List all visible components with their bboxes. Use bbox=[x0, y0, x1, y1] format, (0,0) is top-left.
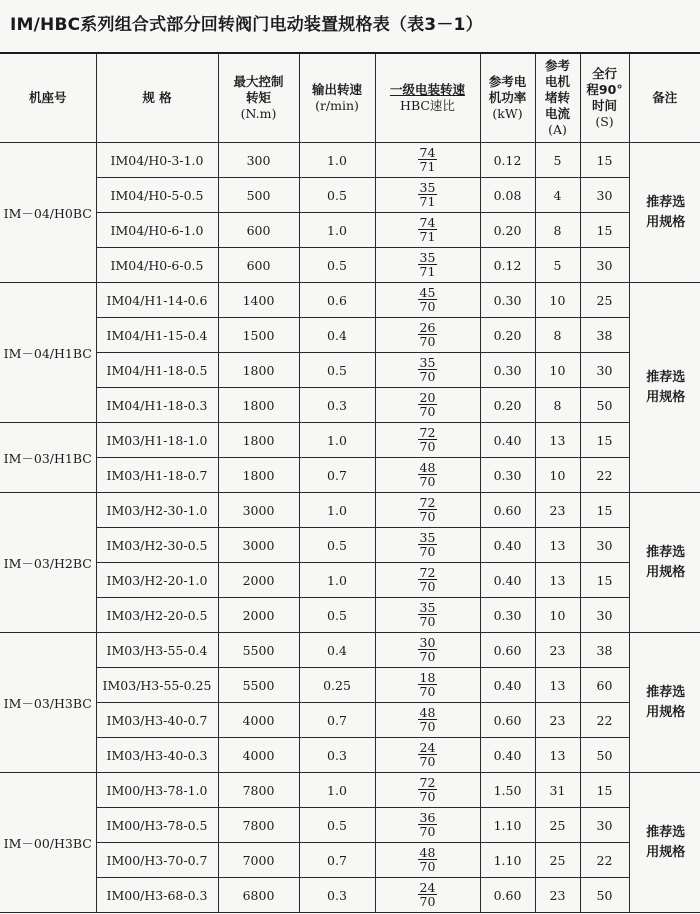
time-cell: 30 bbox=[580, 598, 629, 633]
ratio-fraction bbox=[418, 181, 438, 208]
ratio-denominator: 70 bbox=[419, 859, 436, 874]
ratio-cell bbox=[375, 318, 480, 353]
power-cell: 0.60 bbox=[480, 633, 535, 668]
power-cell: 0.40 bbox=[480, 528, 535, 563]
current-cell: 10 bbox=[535, 458, 580, 493]
time-cell: 15 bbox=[580, 563, 629, 598]
spec-cell: IM03/H2-20-1.0 bbox=[96, 563, 218, 598]
speed-cell: 0.4 bbox=[299, 318, 375, 353]
power-cell: 0.60 bbox=[480, 878, 535, 913]
ratio-denominator: 70 bbox=[419, 719, 436, 734]
speed-cell: 0.5 bbox=[299, 598, 375, 633]
ratio-cell bbox=[375, 878, 480, 913]
torque-cell: 2000 bbox=[218, 598, 299, 633]
current-cell: 10 bbox=[535, 598, 580, 633]
speed-cell: 0.6 bbox=[299, 283, 375, 318]
note-cell bbox=[629, 283, 700, 493]
ratio-numerator: 30 bbox=[419, 635, 436, 650]
spec-cell: IM00/H3-78-0.5 bbox=[96, 808, 218, 843]
spec-cell: IM00/H3-68-0.3 bbox=[96, 878, 218, 913]
ratio-denominator: 70 bbox=[419, 474, 436, 489]
note-line: 用规格 bbox=[646, 389, 686, 405]
ratio-cell bbox=[375, 843, 480, 878]
ratio-fraction bbox=[418, 356, 438, 383]
ratio-numerator: 72 bbox=[419, 495, 436, 510]
ratio-denominator: 70 bbox=[419, 334, 436, 349]
torque-cell: 4000 bbox=[218, 738, 299, 773]
spec-table-body bbox=[0, 143, 700, 913]
note-line: 用规格 bbox=[646, 564, 686, 580]
ratio-denominator: 71 bbox=[419, 229, 436, 244]
ratio-denominator: 70 bbox=[419, 614, 436, 629]
time-cell: 50 bbox=[580, 878, 629, 913]
ratio-numerator: 45 bbox=[419, 285, 436, 300]
ratio-numerator: 24 bbox=[419, 740, 436, 755]
current-cell: 8 bbox=[535, 388, 580, 423]
ratio-fraction bbox=[418, 216, 438, 243]
current-cell: 13 bbox=[535, 668, 580, 703]
ratio-cell bbox=[375, 423, 480, 458]
torque-cell: 1800 bbox=[218, 353, 299, 388]
time-cell: 38 bbox=[580, 633, 629, 668]
ratio-cell bbox=[375, 143, 480, 178]
power-cell: 0.30 bbox=[480, 598, 535, 633]
spec-cell: IM04/H0-6-0.5 bbox=[96, 248, 218, 283]
time-cell: 30 bbox=[580, 178, 629, 213]
table-row bbox=[0, 493, 700, 528]
torque-cell: 500 bbox=[218, 178, 299, 213]
note-line: 推荐选 bbox=[646, 194, 686, 210]
ratio-numerator: 20 bbox=[419, 390, 436, 405]
current-cell: 13 bbox=[535, 528, 580, 563]
table-row bbox=[0, 773, 700, 808]
spec-cell: IM03/H2-30-1.0 bbox=[96, 493, 218, 528]
spec-cell: IM04/H0-5-0.5 bbox=[96, 178, 218, 213]
note-text bbox=[630, 543, 700, 583]
time-cell: 15 bbox=[580, 143, 629, 178]
note-text bbox=[630, 823, 700, 863]
ratio-denominator: 71 bbox=[419, 159, 436, 174]
model-cell: IM－03/H3BC bbox=[0, 633, 96, 773]
ratio-cell bbox=[375, 458, 480, 493]
current-cell: 13 bbox=[535, 738, 580, 773]
note-line: 推荐选 bbox=[646, 369, 686, 385]
spec-cell: IM04/H1-15-0.4 bbox=[96, 318, 218, 353]
speed-cell: 0.7 bbox=[299, 458, 375, 493]
power-cell: 1.10 bbox=[480, 843, 535, 878]
table-row bbox=[0, 563, 700, 598]
ratio-denominator: 70 bbox=[419, 404, 436, 419]
ratio-fraction bbox=[418, 566, 438, 593]
power-cell: 0.40 bbox=[480, 423, 535, 458]
ratio-fraction bbox=[418, 391, 438, 418]
speed-cell: 0.25 bbox=[299, 668, 375, 703]
table-row bbox=[0, 178, 700, 213]
speed-cell: 1.0 bbox=[299, 423, 375, 458]
ratio-cell bbox=[375, 633, 480, 668]
current-cell: 25 bbox=[535, 843, 580, 878]
note-line: 用规格 bbox=[646, 214, 686, 230]
ratio-cell bbox=[375, 528, 480, 563]
ratio-numerator: 18 bbox=[419, 670, 436, 685]
time-cell: 15 bbox=[580, 493, 629, 528]
speed-cell: 1.0 bbox=[299, 773, 375, 808]
torque-cell: 6800 bbox=[218, 878, 299, 913]
table-row bbox=[0, 388, 700, 423]
speed-cell: 0.3 bbox=[299, 738, 375, 773]
current-cell: 5 bbox=[535, 143, 580, 178]
torque-cell: 7800 bbox=[218, 808, 299, 843]
current-cell: 23 bbox=[535, 878, 580, 913]
time-cell: 30 bbox=[580, 528, 629, 563]
speed-cell: 0.5 bbox=[299, 353, 375, 388]
current-cell: 23 bbox=[535, 493, 580, 528]
current-cell: 8 bbox=[535, 318, 580, 353]
current-cell: 4 bbox=[535, 178, 580, 213]
speed-cell: 1.0 bbox=[299, 493, 375, 528]
speed-cell: 0.7 bbox=[299, 843, 375, 878]
ratio-denominator: 70 bbox=[419, 824, 436, 839]
table-row bbox=[0, 668, 700, 703]
spec-cell: IM03/H1-18-1.0 bbox=[96, 423, 218, 458]
torque-cell: 1400 bbox=[218, 283, 299, 318]
ratio-cell bbox=[375, 668, 480, 703]
model-cell: IM－04/H0BC bbox=[0, 143, 96, 283]
table-row bbox=[0, 353, 700, 388]
ratio-fraction bbox=[418, 601, 438, 628]
torque-cell: 1800 bbox=[218, 388, 299, 423]
torque-cell: 1500 bbox=[218, 318, 299, 353]
table-row bbox=[0, 458, 700, 493]
ratio-fraction bbox=[418, 846, 438, 873]
torque-cell: 4000 bbox=[218, 703, 299, 738]
ratio-numerator: 74 bbox=[419, 145, 436, 160]
note-line: 推荐选 bbox=[646, 824, 686, 840]
note-line: 用规格 bbox=[646, 704, 686, 720]
ratio-cell bbox=[375, 598, 480, 633]
power-cell: 0.20 bbox=[480, 318, 535, 353]
power-cell: 0.08 bbox=[480, 178, 535, 213]
spec-cell: IM03/H2-20-0.5 bbox=[96, 598, 218, 633]
speed-cell: 1.0 bbox=[299, 213, 375, 248]
torque-cell: 2000 bbox=[218, 563, 299, 598]
spec-cell: IM04/H0-3-1.0 bbox=[96, 143, 218, 178]
time-cell: 30 bbox=[580, 248, 629, 283]
header-current: 参考 电机 堵转 电流 (A) bbox=[535, 53, 580, 143]
ratio-numerator: 35 bbox=[419, 530, 436, 545]
power-cell: 0.60 bbox=[480, 493, 535, 528]
torque-cell: 600 bbox=[218, 248, 299, 283]
header-row bbox=[0, 53, 700, 143]
spec-cell: IM04/H1-18-0.5 bbox=[96, 353, 218, 388]
ratio-numerator: 24 bbox=[419, 880, 436, 895]
ratio-denominator: 70 bbox=[419, 684, 436, 699]
table-row bbox=[0, 213, 700, 248]
current-cell: 31 bbox=[535, 773, 580, 808]
table-title: IM/HBC系列组合式部分回转阀门电动装置规格表（表3－1） bbox=[10, 15, 483, 35]
ratio-cell bbox=[375, 388, 480, 423]
time-cell: 15 bbox=[580, 213, 629, 248]
current-cell: 23 bbox=[535, 633, 580, 668]
table-row bbox=[0, 143, 700, 178]
ratio-fraction bbox=[418, 251, 438, 278]
note-line: 推荐选 bbox=[646, 544, 686, 560]
ratio-cell bbox=[375, 738, 480, 773]
table-row bbox=[0, 738, 700, 773]
ratio-denominator: 70 bbox=[419, 789, 436, 804]
note-cell bbox=[629, 773, 700, 913]
ratio-fraction bbox=[418, 321, 438, 348]
ratio-cell bbox=[375, 773, 480, 808]
note-text bbox=[630, 683, 700, 723]
current-cell: 10 bbox=[535, 283, 580, 318]
speed-cell: 0.4 bbox=[299, 633, 375, 668]
speed-cell: 0.7 bbox=[299, 703, 375, 738]
time-cell: 30 bbox=[580, 353, 629, 388]
power-cell: 0.30 bbox=[480, 283, 535, 318]
ratio-denominator: 70 bbox=[419, 299, 436, 314]
header-power: 参考电 机功率 (kW) bbox=[480, 53, 535, 143]
ratio-denominator: 70 bbox=[419, 439, 436, 454]
power-cell: 1.10 bbox=[480, 808, 535, 843]
time-cell: 22 bbox=[580, 843, 629, 878]
ratio-cell bbox=[375, 178, 480, 213]
torque-cell: 600 bbox=[218, 213, 299, 248]
power-cell: 0.30 bbox=[480, 458, 535, 493]
ratio-numerator: 26 bbox=[419, 320, 436, 335]
ratio-fraction bbox=[418, 671, 438, 698]
current-cell: 13 bbox=[535, 563, 580, 598]
speed-cell: 1.0 bbox=[299, 563, 375, 598]
header-spec: 规 格 bbox=[96, 53, 218, 143]
spec-cell: IM04/H1-14-0.6 bbox=[96, 283, 218, 318]
table-row bbox=[0, 878, 700, 913]
ratio-denominator: 70 bbox=[419, 579, 436, 594]
time-cell: 15 bbox=[580, 423, 629, 458]
speed-cell: 0.5 bbox=[299, 528, 375, 563]
ratio-cell bbox=[375, 493, 480, 528]
model-cell: IM－03/H2BC bbox=[0, 493, 96, 633]
ratio-cell bbox=[375, 703, 480, 738]
ratio-numerator: 35 bbox=[419, 600, 436, 615]
power-cell: 0.30 bbox=[480, 353, 535, 388]
note-text bbox=[630, 368, 700, 408]
speed-cell: 0.5 bbox=[299, 808, 375, 843]
spec-cell: IM04/H0-6-1.0 bbox=[96, 213, 218, 248]
spec-cell: IM03/H1-18-0.7 bbox=[96, 458, 218, 493]
power-cell: 0.20 bbox=[480, 213, 535, 248]
note-line: 推荐选 bbox=[646, 684, 686, 700]
table-row bbox=[0, 633, 700, 668]
ratio-denominator: 70 bbox=[419, 544, 436, 559]
ratio-fraction bbox=[418, 531, 438, 558]
ratio-fraction bbox=[418, 146, 438, 173]
torque-cell: 3000 bbox=[218, 493, 299, 528]
speed-cell: 0.5 bbox=[299, 248, 375, 283]
power-cell: 0.40 bbox=[480, 563, 535, 598]
header-time: 全行 程90° 时间 (S) bbox=[580, 53, 629, 143]
note-cell bbox=[629, 143, 700, 283]
current-cell: 8 bbox=[535, 213, 580, 248]
table-row bbox=[0, 598, 700, 633]
ratio-fraction bbox=[418, 426, 438, 453]
ratio-fraction bbox=[418, 461, 438, 488]
table-row bbox=[0, 318, 700, 353]
note-text bbox=[630, 193, 700, 233]
ratio-fraction bbox=[418, 776, 438, 803]
current-cell: 23 bbox=[535, 703, 580, 738]
model-cell: IM－00/H3BC bbox=[0, 773, 96, 913]
power-cell: 0.40 bbox=[480, 668, 535, 703]
header-model: 机座号 bbox=[0, 53, 96, 143]
torque-cell: 5500 bbox=[218, 633, 299, 668]
ratio-cell bbox=[375, 563, 480, 598]
spec-cell: IM03/H3-40-0.3 bbox=[96, 738, 218, 773]
ratio-denominator: 70 bbox=[419, 369, 436, 384]
ratio-cell bbox=[375, 248, 480, 283]
header-speed: 输出转速 (r/min) bbox=[299, 53, 375, 143]
ratio-fraction bbox=[418, 706, 438, 733]
ratio-denominator: 71 bbox=[419, 264, 436, 279]
spec-cell: IM00/H3-78-1.0 bbox=[96, 773, 218, 808]
table-row bbox=[0, 248, 700, 283]
model-cell: IM－04/H1BC bbox=[0, 283, 96, 423]
note-cell bbox=[629, 633, 700, 773]
ratio-cell bbox=[375, 353, 480, 388]
ratio-numerator: 72 bbox=[419, 425, 436, 440]
speed-cell: 0.3 bbox=[299, 388, 375, 423]
current-cell: 13 bbox=[535, 423, 580, 458]
table-row bbox=[0, 843, 700, 878]
ratio-numerator: 35 bbox=[419, 250, 436, 265]
spec-cell: IM03/H3-55-0.4 bbox=[96, 633, 218, 668]
power-cell: 0.40 bbox=[480, 738, 535, 773]
spec-cell: IM03/H3-55-0.25 bbox=[96, 668, 218, 703]
power-cell: 0.12 bbox=[480, 248, 535, 283]
ratio-numerator: 35 bbox=[419, 355, 436, 370]
spec-table bbox=[0, 52, 700, 913]
ratio-numerator: 48 bbox=[419, 845, 436, 860]
ratio-denominator: 71 bbox=[419, 194, 436, 209]
table-row bbox=[0, 703, 700, 738]
current-cell: 5 bbox=[535, 248, 580, 283]
table-row bbox=[0, 808, 700, 843]
model-cell: IM－03/H1BC bbox=[0, 423, 96, 493]
torque-cell: 5500 bbox=[218, 668, 299, 703]
table-row bbox=[0, 283, 700, 318]
speed-cell: 0.3 bbox=[299, 878, 375, 913]
time-cell: 50 bbox=[580, 738, 629, 773]
ratio-fraction bbox=[418, 286, 438, 313]
ratio-fraction bbox=[418, 881, 438, 908]
torque-cell: 1800 bbox=[218, 458, 299, 493]
time-cell: 15 bbox=[580, 773, 629, 808]
header-ratio: 一级电装转速 HBC速比 bbox=[375, 53, 480, 143]
table-row bbox=[0, 528, 700, 563]
torque-cell: 1800 bbox=[218, 423, 299, 458]
ratio-fraction bbox=[418, 811, 438, 838]
power-cell: 0.60 bbox=[480, 703, 535, 738]
ratio-denominator: 70 bbox=[419, 894, 436, 909]
time-cell: 22 bbox=[580, 458, 629, 493]
time-cell: 30 bbox=[580, 808, 629, 843]
power-cell: 0.20 bbox=[480, 388, 535, 423]
time-cell: 60 bbox=[580, 668, 629, 703]
ratio-denominator: 70 bbox=[419, 754, 436, 769]
power-cell: 0.12 bbox=[480, 143, 535, 178]
spec-cell: IM03/H3-40-0.7 bbox=[96, 703, 218, 738]
ratio-fraction bbox=[418, 636, 438, 663]
header-note: 备注 bbox=[629, 53, 700, 143]
torque-cell: 3000 bbox=[218, 528, 299, 563]
speed-cell: 1.0 bbox=[299, 143, 375, 178]
ratio-numerator: 36 bbox=[419, 810, 436, 825]
current-cell: 10 bbox=[535, 353, 580, 388]
time-cell: 50 bbox=[580, 388, 629, 423]
ratio-numerator: 74 bbox=[419, 215, 436, 230]
ratio-cell bbox=[375, 808, 480, 843]
spec-cell: IM00/H3-70-0.7 bbox=[96, 843, 218, 878]
ratio-numerator: 35 bbox=[419, 180, 436, 195]
ratio-cell bbox=[375, 213, 480, 248]
ratio-numerator: 72 bbox=[419, 775, 436, 790]
table-row bbox=[0, 423, 700, 458]
ratio-numerator: 72 bbox=[419, 565, 436, 580]
torque-cell: 300 bbox=[218, 143, 299, 178]
power-cell: 1.50 bbox=[480, 773, 535, 808]
ratio-denominator: 70 bbox=[419, 509, 436, 524]
speed-cell: 0.5 bbox=[299, 178, 375, 213]
ratio-numerator: 48 bbox=[419, 460, 436, 475]
ratio-fraction bbox=[418, 496, 438, 523]
spec-cell: IM03/H2-30-0.5 bbox=[96, 528, 218, 563]
current-cell: 25 bbox=[535, 808, 580, 843]
ratio-denominator: 70 bbox=[419, 649, 436, 664]
header-torque: 最大控制 转矩 (N.m) bbox=[218, 53, 299, 143]
time-cell: 22 bbox=[580, 703, 629, 738]
torque-cell: 7800 bbox=[218, 773, 299, 808]
spec-cell: IM04/H1-18-0.3 bbox=[96, 388, 218, 423]
note-line: 用规格 bbox=[646, 844, 686, 860]
ratio-cell bbox=[375, 283, 480, 318]
time-cell: 38 bbox=[580, 318, 629, 353]
note-cell bbox=[629, 493, 700, 633]
ratio-numerator: 48 bbox=[419, 705, 436, 720]
ratio-fraction bbox=[418, 741, 438, 768]
torque-cell: 7000 bbox=[218, 843, 299, 878]
time-cell: 25 bbox=[580, 283, 629, 318]
